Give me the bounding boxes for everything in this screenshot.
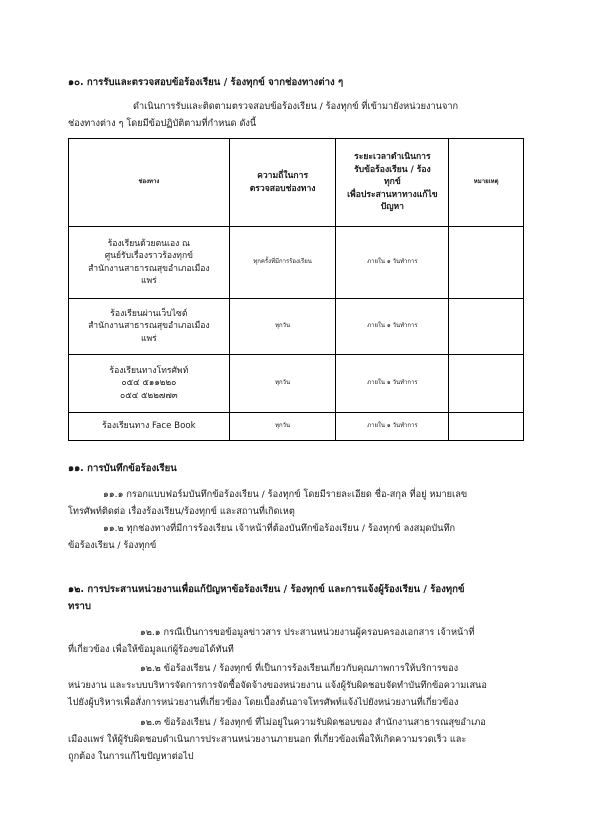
section-12-heading-line-1: ๑๒. การประสานหน่วยงานเพื่อแก้ปัญหาข้อร้องเรียน / ร้องทุกข์ และการแจ้งผู้ร้องเรียน / ร้องทุกข์ <box>68 584 465 595</box>
cell-channel: ร้องเรียนด้วยตนเอง ณ ศูนย์รับเรื่องราวร้องทุกข์ สำนักงานสาธารณสุขอำเภอเมือง แพร่ <box>69 227 230 299</box>
cell-remark <box>449 413 524 441</box>
cell-duration: ภายใน ๑ วันทำการ <box>336 227 449 299</box>
cell-channel: ร้องเรียนทาง Face Book <box>69 413 230 441</box>
section-12-p1-line-1: ๑๒.๑ กรณีเป็นการขอข้อมูลข่าวสาร ประสานหน่วยงานผู้ครอบครองเอกสาร เจ้าหน้าที่ <box>140 627 475 638</box>
section-12-p3-line-3: ถูกต้อง ในการแก้ไขปัญหาต่อไป <box>68 751 194 762</box>
table-row <box>69 355 524 413</box>
header-remark: หมายเหตุ <box>449 139 524 227</box>
table-row <box>69 227 524 299</box>
section-11-p1-line-2: โทรศัพท์ติดต่อ เรื่องร้องเรียน/ร้องทุกข์ และสถานที่เกิดเหตุ <box>68 506 295 517</box>
section-11-heading: ๑๑. การบันทึกข้อร้องเรียน <box>68 463 177 474</box>
header-channel: ช่องทาง <box>69 139 230 227</box>
table-row <box>69 299 524 355</box>
table-row <box>69 413 524 441</box>
section-12-heading-line-2: ทราบ <box>68 601 91 612</box>
section-10-paragraph-line-1: ดำเนินการรับและติดตามตรวจสอบข้อร้องเรียน / ร้องทุกข์ ที่เข้ามายังหน่วยงานจาก <box>133 101 459 112</box>
section-12-p3-line-1: ๑๒.๓ ข้อร้องเรียน / ร้องทุกข์ ที่ไม่อยู่ในความรับผิดชอบของ สำนักงานสาธารณสุขอำเภอ <box>140 717 486 728</box>
cell-frequency: ทุกวัน <box>229 299 336 355</box>
cell-remark <box>449 355 524 413</box>
section-11-p1-line-1: ๑๑.๑ กรอกแบบฟอร์มบันทึกข้อร้องเรียน / ร้องทุกข์ โดยมีรายละเอียด ชื่อ-สกุล ที่อยู่ หมายเลข <box>103 489 468 500</box>
cell-channel: ร้องเรียนทางโทรศัพท์ ๐๕๔ ๕๑๑๒๒๐ ๐๕๔ ๕๒๒๗๗๓ <box>69 355 230 413</box>
header-frequency: ความถี่ในการ ตรวจสอบช่องทาง <box>229 139 336 227</box>
section-12-p3-line-2: เมืองแพร่ ให้ผู้รับผิดชอบดำเนินการประสานหน่วยงานภายนอก ที่เกี่ยวข้องเพื่อให้เกิดความรวดเร็ว และ <box>68 734 467 745</box>
section-12-p2-line-3: ไปยังผู้บริหารเพื่อสั่งการหน่วยงานที่เกี่ยวข้อง โดยเบื้องต้นอาจโทรศัพท์แจ้งไปยังหน่วยงานที่เกี่ยวข้อง <box>68 697 459 708</box>
table-header-row <box>69 139 524 227</box>
section-11-p2-line-1: ๑๑.๒ ทุกช่องทางที่มีการร้องเรียน เจ้าหน้าที่ต้องบันทึกข้อร้องเรียน / ร้องทุกข์ ลงสมุดบันทึก <box>103 523 456 534</box>
cell-remark <box>449 227 524 299</box>
section-11-p2-line-2: ข้อร้องเรียน / ร้องทุกข์ <box>68 540 157 551</box>
section-10-heading: ๑๐. การรับและตรวจสอบข้อร้องเรียน / ร้องทุกข์ จากช่องทางต่าง ๆ <box>68 77 344 88</box>
cell-duration: ภายใน ๑ วันทำการ <box>336 299 449 355</box>
section-12-p2-line-1: ๑๒.๒ ข้อร้องเรียน / ร้องทุกข์ ที่เป็นการร้องเรียนเกี่ยวกับคุณภาพการให้บริการของ <box>140 663 459 674</box>
section-10-paragraph-line-2: ช่องทางต่าง ๆ โดยมีข้อปฏิบัติตามที่กำหนด ดังนี้ <box>68 118 257 129</box>
header-duration: ระยะเวลาดำเนินการ รับข้อร้องเรียน / ร้อง ทุกข์ เพื่อประสานหาทางแก้ไข ปัญหา <box>336 139 449 227</box>
cell-channel: ร้องเรียนผ่านเว็บไซต์ สำนักงานสาธารณสุขอำเภอเมือง แพร่ <box>69 299 230 355</box>
cell-duration: ภายใน ๑ วันทำการ <box>336 355 449 413</box>
cell-frequency: ทุกวัน <box>229 355 336 413</box>
cell-remark <box>449 299 524 355</box>
section-12-p2-line-2: หน่วยงาน และระบบบริหารจัดการการจัดซื้อจัดจ้างของหน่วยงาน แจ้งผู้รับผิดชอบจัดทำบันทึกข้อความเสนอ <box>68 680 487 691</box>
section-12-p1-line-2: ที่เกี่ยวข้อง เพื่อให้ข้อมูลแก่ผู้ร้องขอได้ทันที <box>68 644 234 655</box>
cell-frequency: ทุกครั้งที่มีการร้องเรียน <box>229 227 336 299</box>
channels-table <box>68 138 524 441</box>
cell-frequency: ทุกวัน <box>229 413 336 441</box>
cell-duration: ภายใน ๑ วันทำการ <box>336 413 449 441</box>
